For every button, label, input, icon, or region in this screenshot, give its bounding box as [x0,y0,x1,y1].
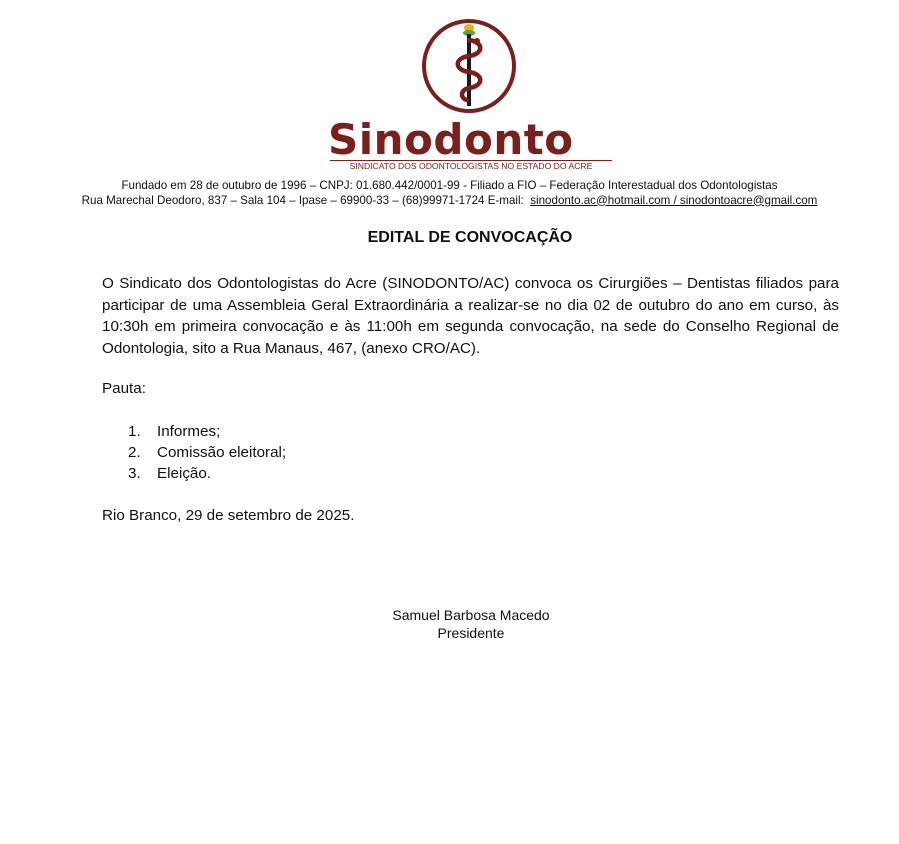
agenda-item [128,463,286,484]
logo-tagline: SINDICATO DOS ODONTOLOGISTAS NO ESTADO DO ACRE [349,161,593,171]
agenda-item-number: 1. [128,423,141,440]
sinodonto-logo [0,18,899,178]
email-links[interactable]: sinodonto.ac@hotmail.com / sinodontoacre@gmail.com [530,193,818,207]
signatory-name: Samuel Barbosa Macedo [392,607,550,623]
header-address: Rua Marechal Deodoro, 837 – Sala 104 – Ipase – 69900-33 – (68)99971-1724 E-mail: [81,193,524,207]
header-info [0,179,899,208]
pauta-label: Pauta: [102,380,146,397]
agenda-item-number: 2. [128,444,141,461]
agenda-item [128,421,286,442]
signature-block [340,606,602,642]
logo-wordmark: Sinodonto [328,115,574,164]
document-title: EDITAL DE CONVOCAÇÃO [367,229,573,246]
agenda-item-number: 3. [128,465,141,482]
convocation-paragraph: O Sindicato dos Odontologistas do Acre (SINODONTO/AC) convoca os Cirurgiões – Dentistas filiados para participar de uma Assembleia Geral Extraordinária a realizar-se no dia 02 de outubro do ano em curso, às 10:30h em primeira convocação e às 11:00h em segunda convocação, na sede do Conselho Regional de Odontologia, sito a Rua Manaus, 467, (anexo CRO/AC). [102,275,839,357]
agenda-item [128,442,286,463]
agenda-item-text: Comissão eleitoral; [157,444,287,461]
agenda-item-text: Informes; [157,423,221,440]
header-line-1: Fundado em 28 de outubro de 1996 – CNPJ: 01.680.442/0001-99 - Filiado a FIO – Federação Interestadual dos Odontologistas [121,179,778,192]
place-date: Rio Branco, 29 de setembro de 2025. [102,507,355,524]
agenda-list [128,421,286,484]
header-line-2 [0,194,899,209]
caduceus-icon [420,18,518,114]
signatory-role: Presidente [437,625,505,641]
agenda-item-text: Eleição. [157,465,212,482]
